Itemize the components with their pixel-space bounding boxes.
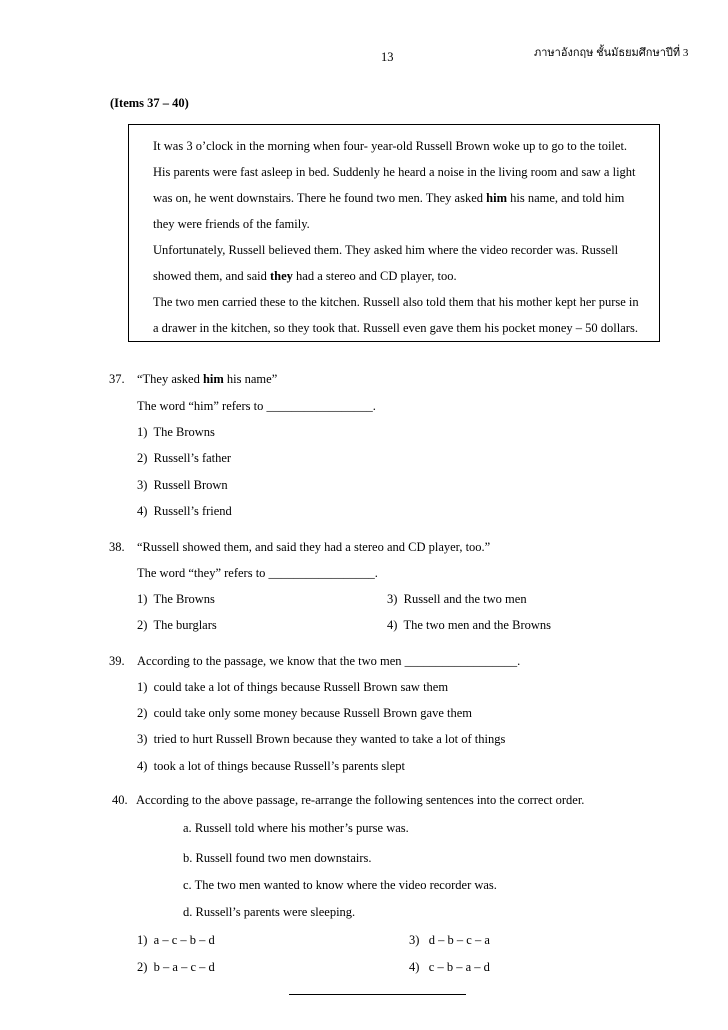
answer-option[interactable]: 1) a – c – b – d [137, 933, 215, 947]
answer-option[interactable]: 1) The Browns [137, 592, 215, 606]
page-number: 13 [381, 50, 394, 64]
passage-line: a drawer in the kitchen, so they took that. Russell even gave them his pocket money – 50 dollars. [153, 321, 638, 335]
sentence-item: b. Russell found two men downstairs. [183, 851, 372, 865]
question-40-stem: According to the above passage, re-arrange the following sentences into the correct order. [136, 793, 585, 807]
passage-line: they were friends of the family. [153, 217, 310, 231]
question-number: 39. [109, 654, 125, 668]
answer-option[interactable]: 1) The Browns [137, 425, 215, 439]
sentence-item: d. Russell’s parents were sleeping. [183, 905, 356, 919]
answer-option[interactable]: 4) c – b – a – d [409, 960, 490, 974]
highlighted-word-they: they [270, 269, 293, 283]
passage-line: His parents were fast asleep in bed. Suddenly he heard a noise in the living room and saw a light [153, 165, 636, 179]
answer-option[interactable]: 3) Russell Brown [137, 478, 228, 492]
passage-line: It was 3 o’clock in the morning when four- year-old Russell Brown woke up to go to the toilet. [153, 139, 628, 153]
highlighted-word-him: him [486, 191, 507, 205]
answer-option[interactable]: 2) Russell’s father [137, 451, 232, 465]
answer-option[interactable]: 4) Russell’s friend [137, 504, 232, 518]
question-number: 38. [109, 540, 125, 554]
answer-option[interactable]: 4) took a lot of things because Russell’s parents slept [137, 759, 406, 773]
question-37-quote: “They asked him his name” [137, 372, 278, 386]
passage-line: showed them, and said they had a stereo and CD player, too. [153, 269, 457, 283]
sentence-item: c. The two men wanted to know where the video recorder was. [183, 878, 497, 892]
reading-passage-box [128, 124, 660, 342]
answer-option[interactable]: 3) d – b – c – a [409, 933, 490, 947]
question-38-quote: “Russell showed them, and said they had a stereo and CD player, too.” [137, 540, 491, 554]
header-subject: ภาษาอังกฤษ ชั้นมัธยมศึกษาปีที่ 3 [534, 47, 689, 59]
items-range-heading: (Items 37 – 40) [110, 96, 189, 110]
answer-option[interactable]: 3) tried to hurt Russell Brown because they wanted to take a lot of things [137, 732, 506, 746]
passage-line: Unfortunately, Russell believed them. They asked him where the video recorder was. Russell [153, 243, 619, 257]
answer-option[interactable]: 4) The two men and the Browns [387, 618, 551, 632]
question-38-stem: The word “they” refers to _________________. [137, 566, 378, 580]
sentence-item: a. Russell told where his mother’s purse was. [183, 821, 409, 835]
bottom-divider-line [289, 994, 466, 995]
answer-option[interactable]: 1) could take a lot of things because Russell Brown saw them [137, 680, 449, 694]
question-39-stem: According to the passage, we know that the two men __________________. [137, 654, 521, 668]
question-37-stem: The word “him” refers to _________________. [137, 399, 376, 413]
passage-line: The two men carried these to the kitchen. Russell also told them that his mother kept her purse in [153, 295, 639, 309]
question-number: 37. [109, 372, 125, 386]
question-number: 40. [112, 793, 128, 807]
passage-line: was on, he went downstairs. There he found two men. They asked him his name, and told him [153, 191, 625, 205]
answer-option[interactable]: 2) could take only some money because Russell Brown gave them [137, 706, 473, 720]
answer-option[interactable]: 2) b – a – c – d [137, 960, 215, 974]
answer-option[interactable]: 2) The burglars [137, 618, 217, 632]
answer-option[interactable]: 3) Russell and the two men [387, 592, 527, 606]
